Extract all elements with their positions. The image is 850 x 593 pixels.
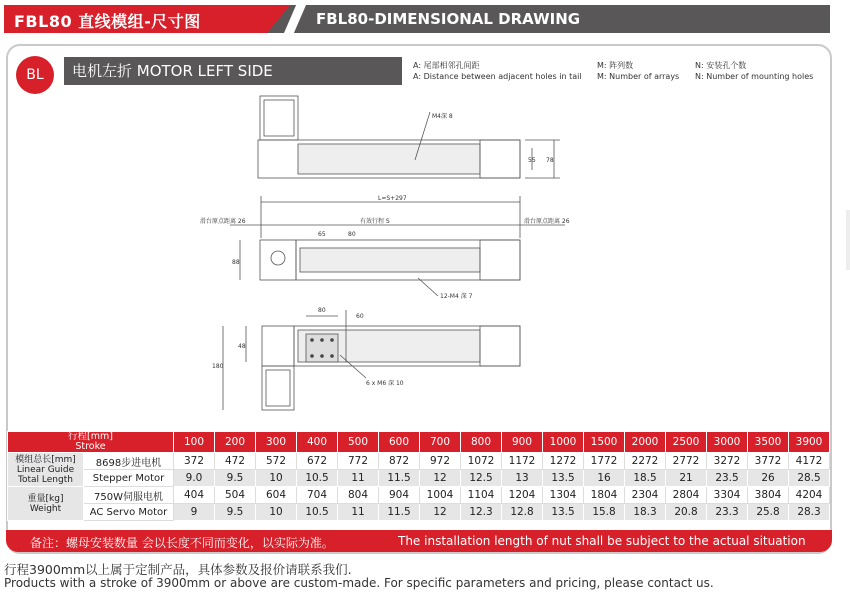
servo-weight-cell: 9 bbox=[174, 504, 215, 521]
servo-weight-cell: 10 bbox=[256, 504, 297, 521]
view1-rail bbox=[298, 144, 480, 174]
servo-length-cell: 2304 bbox=[625, 487, 666, 504]
section-title: 电机左折 MOTOR LEFT SIDE bbox=[64, 57, 402, 85]
dim-78: 78 bbox=[546, 157, 554, 164]
dim-stroke: 有效行程 S bbox=[360, 218, 390, 225]
stroke-cell: 1000 bbox=[543, 432, 584, 453]
stroke-row bbox=[8, 432, 830, 453]
dim-right-origin: 滑台原点距离 26 bbox=[524, 218, 570, 225]
length-label bbox=[8, 453, 84, 487]
servo-length-cell: 3804 bbox=[748, 487, 789, 504]
stepper-length-cell: 2772 bbox=[666, 453, 707, 470]
stroke-cell: 700 bbox=[420, 432, 461, 453]
servo-length-cell: 804 bbox=[338, 487, 379, 504]
dim-m6-holes: 6 x M6 深 10 bbox=[366, 380, 404, 387]
servo-length-cell: 1304 bbox=[543, 487, 584, 504]
stepper-weight-cell: 11 bbox=[338, 470, 379, 487]
stepper-weight-cell: 13.5 bbox=[543, 470, 584, 487]
servo-length-cell: 4204 bbox=[789, 487, 830, 504]
view1-motor bbox=[260, 96, 298, 140]
servo-length-cell: 1204 bbox=[502, 487, 543, 504]
view1-end-block bbox=[480, 140, 520, 178]
view2-rail bbox=[300, 248, 480, 272]
servo-weight-cell: 12 bbox=[420, 504, 461, 521]
servo-length-row bbox=[8, 487, 830, 504]
servo-length-cell: 704 bbox=[297, 487, 338, 504]
stroke-cell: 100 bbox=[174, 432, 215, 453]
stroke-cell: 2500 bbox=[666, 432, 707, 453]
servo-length-cell: 3304 bbox=[707, 487, 748, 504]
dim-left-origin: 滑台原点距离 26 bbox=[200, 218, 246, 225]
servo-length-cell: 504 bbox=[215, 487, 256, 504]
stepper-label-cn: 8698步进电机 bbox=[84, 453, 174, 470]
footer-en: Products with a stroke of 3900mm or above are custom-made. For specific parameters and pricing, please contact us. bbox=[4, 576, 714, 590]
servo-weight-cell: 9.5 bbox=[215, 504, 256, 521]
stepper-length-cell: 3272 bbox=[707, 453, 748, 470]
dim-80-top: 80 bbox=[318, 307, 326, 314]
stepper-length-cell: 2272 bbox=[625, 453, 666, 470]
legend-a-cn: A: 尾部相邻孔间距 bbox=[413, 61, 480, 70]
legend-n-cn: N: 安装孔个数 bbox=[695, 61, 747, 70]
servo-weight-cell: 20.8 bbox=[666, 504, 707, 521]
stepper-length-cell: 872 bbox=[379, 453, 420, 470]
stepper-length-cell: 3772 bbox=[748, 453, 789, 470]
stroke-cell: 3000 bbox=[707, 432, 748, 453]
legend-a bbox=[413, 60, 582, 82]
stepper-weight-row bbox=[8, 470, 830, 487]
servo-weight-cell: 15.8 bbox=[584, 504, 625, 521]
servo-weight-cell: 25.8 bbox=[748, 504, 789, 521]
legend-m-en: M: Number of arrays bbox=[597, 72, 680, 81]
legend-n-en: N: Number of mounting holes bbox=[695, 72, 814, 81]
servo-length-cell: 1804 bbox=[584, 487, 625, 504]
legend-a-en: A: Distance between adjacent holes in tail bbox=[413, 72, 582, 81]
dim-88: 88 bbox=[232, 259, 240, 266]
length-label-en1: Linear Guide bbox=[16, 464, 75, 475]
note-en: The installation length of nut shall be subject to the actual situation bbox=[398, 534, 806, 548]
stepper-weight-cell: 23.5 bbox=[707, 470, 748, 487]
stepper-length-cell: 4172 bbox=[789, 453, 830, 470]
spec-table bbox=[7, 431, 830, 521]
servo-length-cell: 1104 bbox=[461, 487, 502, 504]
stepper-weight-cell: 13 bbox=[502, 470, 543, 487]
servo-length-cell: 1004 bbox=[420, 487, 461, 504]
note-cn: 备注：螺母安装数量 会以长度不同而变化，以实际为准。 bbox=[30, 536, 334, 550]
dim-55: 55 bbox=[528, 157, 536, 164]
view2-end-block bbox=[480, 240, 520, 280]
stepper-length-cell: 472 bbox=[215, 453, 256, 470]
dim-180: 180 bbox=[212, 363, 224, 370]
servo-weight-cell: 23.3 bbox=[707, 504, 748, 521]
stroke-cell: 2000 bbox=[625, 432, 666, 453]
stepper-weight-cell: 12.5 bbox=[461, 470, 502, 487]
dimensional-drawing bbox=[190, 88, 610, 418]
title-cn: FBL80 直线模组-尺寸图 bbox=[14, 12, 201, 31]
length-label-en2: Total Length bbox=[18, 474, 73, 485]
stroke-cell: 300 bbox=[256, 432, 297, 453]
stepper-weight-cell: 10 bbox=[256, 470, 297, 487]
servo-length-cell: 404 bbox=[174, 487, 215, 504]
servo-weight-cell: 12.3 bbox=[461, 504, 502, 521]
stepper-weight-cell: 10.5 bbox=[297, 470, 338, 487]
servo-weight-row bbox=[8, 504, 830, 521]
stroke-cell: 500 bbox=[338, 432, 379, 453]
dim-top-hole: M4深 8 bbox=[432, 113, 453, 120]
stepper-weight-cell: 26 bbox=[748, 470, 789, 487]
weight-label-en: Weight bbox=[29, 503, 62, 514]
dim-48: 48 bbox=[238, 343, 246, 350]
view2-motor-flange bbox=[260, 240, 296, 280]
stepper-weight-cell: 9.5 bbox=[215, 470, 256, 487]
stepper-length-cell: 972 bbox=[420, 453, 461, 470]
length-label-cn: 模组总长[mm] bbox=[15, 454, 76, 465]
title-banner bbox=[4, 5, 830, 33]
stroke-header bbox=[8, 432, 174, 453]
dim-80-side: 80 bbox=[348, 231, 356, 238]
dim-65: 65 bbox=[318, 231, 326, 238]
stepper-length-cell: 1072 bbox=[461, 453, 502, 470]
servo-weight-cell: 11 bbox=[338, 504, 379, 521]
servo-weight-cell: 12.8 bbox=[502, 504, 543, 521]
stepper-label-en: Stepper Motor bbox=[84, 470, 174, 487]
stroke-cell: 3500 bbox=[748, 432, 789, 453]
servo-length-cell: 904 bbox=[379, 487, 420, 504]
stepper-weight-cell: 21 bbox=[666, 470, 707, 487]
servo-label-en: AC Servo Motor bbox=[84, 504, 174, 521]
dim-total-length: L=S+297 bbox=[378, 195, 407, 202]
stepper-length-cell: 1772 bbox=[584, 453, 625, 470]
stroke-cell: 3900 bbox=[789, 432, 830, 453]
stroke-cell: 400 bbox=[297, 432, 338, 453]
stepper-length-row bbox=[8, 453, 830, 470]
stepper-weight-cell: 18.5 bbox=[625, 470, 666, 487]
stepper-length-cell: 372 bbox=[174, 453, 215, 470]
note-bar bbox=[6, 530, 832, 552]
stepper-weight-cell: 11.5 bbox=[379, 470, 420, 487]
servo-weight-cell: 28.3 bbox=[789, 504, 830, 521]
servo-length-cell: 2804 bbox=[666, 487, 707, 504]
stepper-weight-cell: 16 bbox=[584, 470, 625, 487]
view3-block bbox=[262, 326, 294, 366]
dim-nut-holes: 12-M4 深 7 bbox=[440, 293, 473, 300]
stroke-cell: 1500 bbox=[584, 432, 625, 453]
stepper-length-cell: 672 bbox=[297, 453, 338, 470]
servo-label-cn: 750W伺服电机 bbox=[84, 487, 174, 504]
stroke-cell: 800 bbox=[461, 432, 502, 453]
stroke-cell: 600 bbox=[379, 432, 420, 453]
servo-weight-cell: 11.5 bbox=[379, 504, 420, 521]
servo-weight-cell: 10.5 bbox=[297, 504, 338, 521]
legend-m-cn: M: 阵列数 bbox=[597, 61, 634, 70]
view1-motor-inner bbox=[264, 100, 294, 136]
stroke-header-en: Stroke bbox=[75, 441, 106, 452]
stepper-weight-cell: 28.5 bbox=[789, 470, 830, 487]
view3-motor bbox=[262, 366, 294, 410]
stroke-cell: 900 bbox=[502, 432, 543, 453]
weight-label-cn: 重量[kg] bbox=[27, 493, 64, 504]
legend-n bbox=[695, 60, 813, 82]
stroke-cell: 200 bbox=[215, 432, 256, 453]
title-banner-divider bbox=[284, 5, 306, 33]
section-badge: BL bbox=[16, 56, 54, 94]
stepper-length-cell: 572 bbox=[256, 453, 297, 470]
legend-m bbox=[597, 60, 679, 82]
stepper-weight-cell: 9.0 bbox=[174, 470, 215, 487]
servo-weight-cell: 18.3 bbox=[625, 504, 666, 521]
stepper-length-cell: 1172 bbox=[502, 453, 543, 470]
stroke-header-cn: 行程[mm] bbox=[68, 431, 113, 442]
footer-cn: 行程3900mm以上属于定制产品，具体参数及报价请联系我们. bbox=[4, 562, 352, 577]
stepper-length-cell: 772 bbox=[338, 453, 379, 470]
servo-weight-cell: 13.5 bbox=[543, 504, 584, 521]
weight-label bbox=[8, 487, 84, 521]
stepper-weight-cell: 12 bbox=[420, 470, 461, 487]
stepper-length-cell: 1272 bbox=[543, 453, 584, 470]
servo-length-cell: 604 bbox=[256, 487, 297, 504]
dim-60: 60 bbox=[356, 313, 364, 320]
title-en: FBL80-DIMENSIONAL DRAWING bbox=[316, 10, 581, 28]
scrollbar[interactable] bbox=[846, 210, 850, 270]
